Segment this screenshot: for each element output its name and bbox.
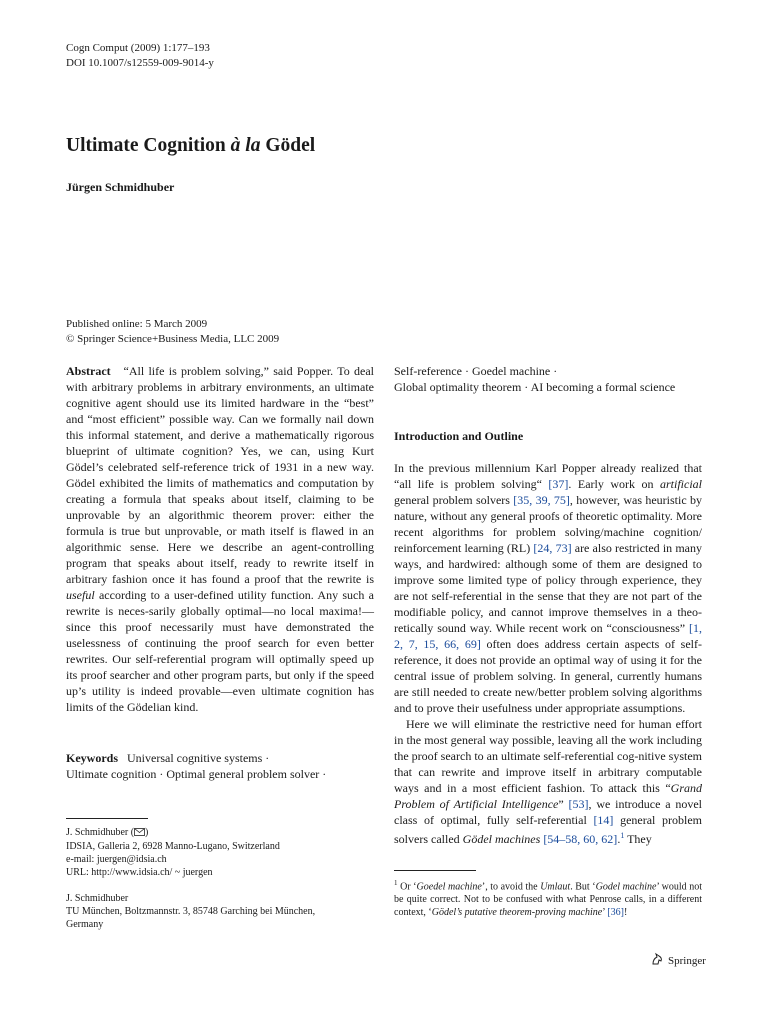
- citation-link[interactable]: [35, 39, 75]: [513, 493, 570, 507]
- abstract-label: Abstract: [66, 364, 111, 378]
- footnote: $^1$ Or ‘Goedel machine’, to avoid the Umlaut. But ‘Godel machine’ would not be quite correct. Not to be confused with what Penrose calls, in a different context, ‘Gödel’s putative theorem-proving machine’ [36]!: [394, 879, 703, 919]
- abstract: [66, 363, 374, 715]
- envelope-icon[interactable]: [134, 827, 145, 840]
- abstract-emph: useful: [66, 588, 95, 602]
- keywords-line-4: Global optimality theorem · AI becoming a formal science: [394, 380, 676, 394]
- keywords-line-1: Universal cognitive systems ·: [127, 751, 270, 765]
- springer-horse-icon: [650, 952, 664, 969]
- affiliation-country: Germany: [66, 919, 104, 930]
- title-italic: à la: [230, 135, 261, 156]
- journal-citation: Cogn Comput (2009) 1:177–193: [66, 42, 210, 54]
- affiliations: J. Schmidhuber ( ) IDSIA, Galleria 2, 6928 Manno-Lugano, Switzerland e-mail: juergen@idsia.ch URL: http://www.idsia.ch/ ~ juergen J. Schmidhuber TU München, Boltzmannstr. 3, 85748 Garching bei München, Germany: [66, 826, 374, 931]
- keywords-line-2: Ultimate cognition · Optimal general problem solver ·: [66, 767, 327, 781]
- intro-paragraph-1: In the previous millennium Karl Popper already realized that “all life is problem solving“ [37]. Early work on artificial general problem solvers [35, 39, 75], however, was heuristic by nature, without any general proofs of theoretic optimality. More recent algorithms for problem solving/machine cognition/ reinforcement learning (RL) [24, 73] are also restricted in many ways, and hardwired: although some of them are designed to improve some limited type of policy through experience, they are not self-referential in the sense that they are not part of the modifiable policy, and cannot improve themselves in a theo-retically sound way. While recent work on “consciousness” [1, 2, 7, 15, 66, 69] often does address certain aspects of self-reference, it does not provide an optimal way of using it for the central issue of problem solving. In general, currently humans are still needed to create new/better problem solving algorithms and to prove their usefulness under appropriate assumptions.: [394, 461, 703, 715]
- title-text-end: Gödel: [260, 135, 316, 156]
- footnote-marker[interactable]: 1: [620, 831, 625, 840]
- publication-info: [66, 317, 279, 347]
- introduction-body: [394, 460, 702, 847]
- doi[interactable]: DOI 10.1007/s12559-009-9014-y: [66, 57, 214, 69]
- journal-header: [66, 41, 214, 71]
- keywords-label: Keywords: [66, 751, 118, 765]
- citation-link[interactable]: [1, 2, 7, 15, 66, 69]: [394, 621, 702, 651]
- keywords-line-3: Self-reference · Goedel machine ·: [394, 364, 558, 378]
- homepage-url[interactable]: URL: http://www.idsia.ch/ ~ juergen: [66, 867, 213, 878]
- publisher-logo: [650, 952, 706, 969]
- abstract-text-2: according to a user-defined utility function. Any such a rewrite is neces-sarily globally optimal—no local maxima!—since this proof necessarily must have demonstrated the uselessness of continuing the proof search for even better rewrites. Our self-referential program will optimally speed up its proof searcher and other program parts, but only if the speed up’s utility is indeed provable—even ultimate cognition has limits of the Gödelian kind.: [66, 588, 374, 714]
- published-online: Published online: 5 March 2009: [66, 318, 208, 330]
- intro-paragraph-2: Here we will eliminate the restrictive need for human effort in the most general way possible, leaving all the work including the proof search to an ultimate self-referential cog-nitive system that can rewrite and improve itself in arbitrary computable ways and in a most efficient fashion. To attack this “Grand Problem of Artificial Intelligence” [53], we introduce a novel class of optimal, fully self-referential [14] general problem solvers called Gödel machines [54–58, 60, 62].$^1$ They: [394, 717, 703, 846]
- affiliation-name: J. Schmidhuber (: [66, 827, 135, 838]
- copyright: © Springer Science+Business Media, LLC 2009: [66, 333, 280, 345]
- publisher-name: Springer: [668, 954, 706, 967]
- keywords-continued: [394, 363, 714, 395]
- footnote-number: 1: [394, 879, 398, 887]
- citation-link[interactable]: [54–58, 60, 62]: [543, 832, 618, 846]
- affiliation-address: IDSIA, Galleria 2, 6928 Manno-Lugano, Switzerland: [66, 841, 280, 852]
- paper-title: [66, 135, 315, 157]
- citation-link[interactable]: [36]: [607, 907, 624, 919]
- citation-link[interactable]: [37]: [548, 477, 569, 491]
- citation-link[interactable]: [24, 73]: [533, 541, 572, 555]
- footnote-divider: [394, 870, 476, 871]
- citation-link[interactable]: [53]: [568, 797, 589, 811]
- affiliation-address-2: TU München, Boltzmannstr. 3, 85748 Garching bei München,: [66, 906, 316, 917]
- affiliation-divider: [66, 818, 148, 819]
- section-heading: Introduction and Outline: [394, 429, 524, 443]
- title-text: Ultimate Cognition: [66, 135, 231, 156]
- author: Jürgen Schmidhuber: [66, 180, 175, 194]
- citation-link[interactable]: [14]: [593, 813, 614, 827]
- keywords: [66, 750, 374, 782]
- abstract-text: “All life is problem solving,” said Popper. To deal with arbitrary problems in arbitrary environments, an ultimate cognitive agent should use its limited hardware in the “best” and “most efficient” possible way. Can we formally nail down this informal statement, and derive a mathematically rigorous blueprint of ultimate cognition? Yes, we can, using Kurt Gödel’s celebrated self-reference trick of 1931 in a new way. Gödel exhibited the limits of mathematics and computation by creating a formula that speaks about itself, claiming to be unprovable by an algorithmic theorem prover: either the formula is true but unprovable, or math itself is flawed in an algorithmic sense. Here we describe an agent-controlling program that speaks about itself, ready to rewrite itself in arbitrary fashion once it has found a proof that the rewrite is: [66, 364, 375, 586]
- affiliation-name-2: J. Schmidhuber: [66, 893, 129, 904]
- email[interactable]: e-mail: juergen@idsia.ch: [66, 854, 167, 865]
